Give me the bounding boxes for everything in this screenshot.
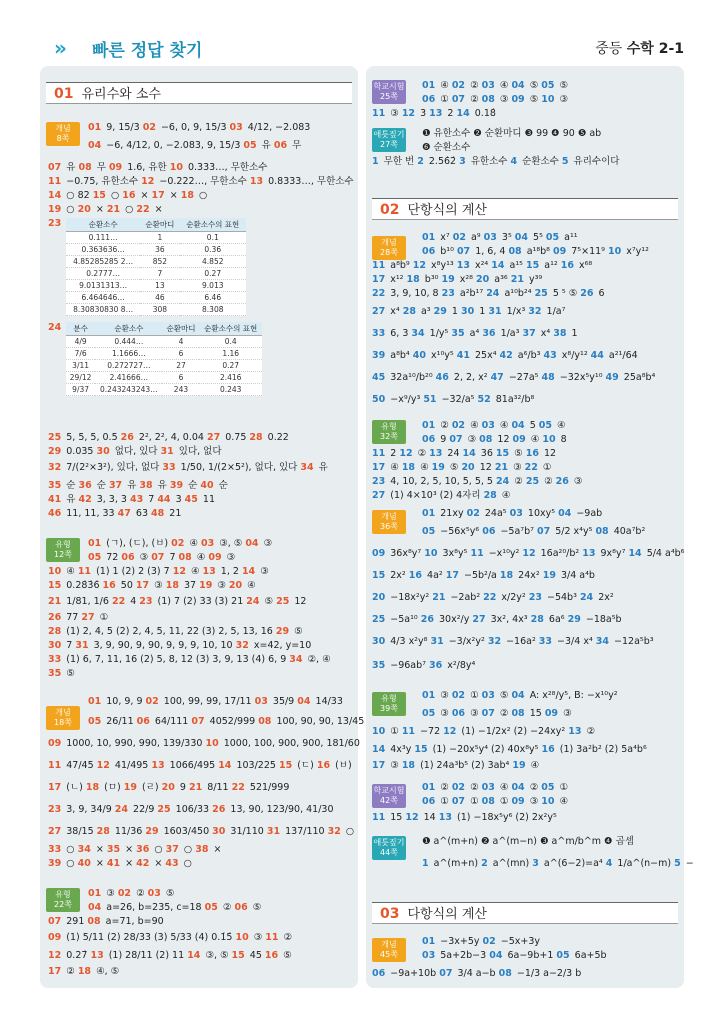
answer-line: 14 ○ 82 15 ○ 16 × 17 × 18 ○	[48, 190, 208, 201]
tag-type-39: 유형 39쪽	[372, 692, 406, 716]
answer-line: 21 1/81, 1/6 22 4 23 (1) 7 (2) 33 (3) 21 24 ⑤ 25 12	[48, 596, 307, 607]
answer-line: 17 ③ 18 (1) 24a³b⁵ (2) 3ab⁴ 19 ④	[372, 760, 540, 771]
tag-concept-36: 개념 36쪽	[372, 510, 406, 534]
answer-line: 01 (ㄱ), (ㄷ), (ㅂ) 02 ④ 03 ③, ⑤ 04 ③	[88, 538, 273, 549]
repeating-decimal-table-1: 순환소수 순환마디 순환소수의 표현 0.111… 1 0.1̇ 0.363636… 36 0.3̇6̇ 4.85285285 2… 852 4.8̇52̇ 0.2777… 7 0.27̇ 9.0131313… 13 9.01̇3̇ 6.464646… 46 6.4̇6̇ 8.30830830 8… 308 8.3̇08̇	[66, 218, 246, 316]
answer-line: 01 21xy 02 24a⁵ 03 10xy⁵ 04 −9ab	[422, 508, 603, 519]
answer-line: 27 (1) 4×10³ (2) 4자리 28 ④	[372, 490, 511, 501]
answer-line: ❶ a^(m+n) ❷ a^(m−n) ❸ a^m/b^m ❹ 곱셈	[422, 836, 634, 847]
tag-concept-28: 개념 28쪽	[372, 236, 406, 260]
answer-line: 05 26/11 06 64/111 07 4052/999 08 100, 90, 90, 13/45	[88, 716, 365, 727]
answer-line: 06 9 07 ③ 08 12 09 ④ 10 8	[422, 434, 567, 445]
answer-line: 29 0.035 30 없다, 있다 31 있다, 없다	[48, 446, 222, 457]
page-title: 빠른 정답 찾기	[92, 41, 203, 61]
answer-line: 17 ② 18 ④, ⑤	[48, 966, 120, 977]
answer-line: 25 5, 5, 5, 0.5 26 2², 2², 4, 0.04 27 0.75 28 0.22	[48, 432, 289, 443]
answer-line: 06 −9a+10b 07 3/4 a−b 08 −1/3 a−2/3 b	[372, 968, 582, 979]
answer-line: 50 −x⁹/y³ 51 −32/a⁵ 52 81a³²/b⁸	[372, 394, 535, 405]
section-title-01: 01 유리수와 소수	[46, 82, 352, 104]
answer-line: 33 6, 3 34 1/y⁵ 35 a⁴ 36 1/a³ 37 x⁴ 38 1	[372, 328, 578, 339]
answer-line: 39 ○ 40 × 41 × 42 × 43 ○	[48, 858, 192, 869]
answer-line: 35 −96ab⁷ 36 x²/8y⁴	[372, 660, 476, 671]
answer-line: ❻ 순환소수	[422, 142, 471, 153]
answer-line: 41 유 42 3, 3, 3 43 7 44 3 45 11	[48, 494, 215, 505]
answer-line: 28 (1) 2, 4, 5 (2) 2, 4, 5, 11, 22 (3) 2, 5, 13, 16 29 ⑤	[48, 626, 303, 637]
answer-line: 35 ⑤	[48, 668, 75, 679]
answer-line: 46 11, 11, 33 47 63 48 21	[48, 508, 182, 519]
answer-line: 09 1000, 10, 990, 990, 139/330 10 1000, 100, 900, 900, 181/60	[48, 738, 360, 749]
answer-line: 01 10, 9, 9 02 100, 99, 99, 17/11 03 35/9 04 14/33	[88, 696, 343, 707]
tag-concept-18: 개념 18쪽	[46, 706, 80, 730]
answer-line: 22 3, 9, 10, 8 23 a²b¹⁷ 24 a¹⁰b²⁴ 25 5 ⁵ ⑤ 26 6	[372, 288, 605, 299]
answer-line: 10 ④ 11 (1) 1 (2) 2 (3) 7 12 ④ 13 1, 2 14 ③	[48, 566, 269, 577]
answer-line: 01 ③ 02 ② 03 ⑤	[88, 888, 175, 899]
answer-line: 01 ④ 02 ② 03 ④ 04 ⑤ 05 ⑤	[422, 80, 569, 91]
answer-line: 32 7/(2²×3²), 있다, 없다 33 1/50, 1/(2×5²), 없다, 있다 34 유	[48, 462, 328, 473]
answer-line: 05 72 06 ③ 07 7 08 ④ 09 ③	[88, 552, 236, 563]
answer-line: 04 −6, 4/12, 0, −2.083, 9, 15/3 05 유 06 무	[88, 140, 302, 151]
repeating-decimal-table-2: 분수 순환소수 순환마디 순환소수의 표현 4/9 0.444… 4 0.4̇ 7/6 1.1666… 6 1.16̇ 3/11 0.272727… 27 0.2̇7̇ 29/12 2.41666… 6 2.416̇ 9/37 0.243243243… 243 0.2̇43̇	[66, 322, 262, 396]
answer-line: 06 ① 07 ① 08 ① 09 ③ 10 ④	[422, 796, 569, 807]
answer-line: 12 0.27̇ 13 (1) 28/11 (2) 11 14 ③, ⑤ 15 45 16 ⑤	[48, 950, 292, 961]
tag-type-22: 유형 22쪽	[46, 888, 80, 912]
answer-line: 1 a^(m+n) 2 a^(mn) 3 a^(6−2)=a⁴ 4 1/a^(n−m) 5 −	[422, 858, 694, 869]
answer-line: 23 4, 10, 2, 5, 10, 5, 5, 5 24 ② 25 ② 26 ③	[372, 476, 583, 487]
answer-line: 06 b¹⁰ 07 1, 6, 4 08 a¹⁸b⁸ 09 7⁵×11⁹ 10 x⁷y¹²	[422, 246, 649, 257]
answer-line: 26 77 27 ①	[48, 612, 109, 623]
answer-line: 27 38/15 28 11/36 29 1603/450 30 31/110 31 137/110 32 ○	[48, 826, 355, 837]
answer-line: 11 −0.75, 유한소수 12 −0.222…, 무한소수 13 0.8333…, 무한소수	[48, 176, 354, 187]
answer-line: 20 −18x²y² 21 −2ab² 22 x/2y² 23 −54b³ 24 2x²	[372, 592, 614, 603]
page-header	[40, 34, 684, 62]
answer-line: 06 ① 07 ② 08 ③ 09 ⑤ 10 ③	[422, 94, 569, 105]
answer-line: 10 ① 11 −72 12 (1) −1/2x² (2) −24xy² 13 ②	[372, 726, 595, 737]
answer-line: 30 7 31 3, 9, 90, 9, 90, 9, 9, 9, 10, 10 32 x=42, y=10	[48, 640, 312, 651]
answer-line: 24	[48, 322, 62, 333]
answer-line: 39 a⁸b⁴ 40 x¹⁰y⁵ 41 25x⁴ 42 a⁶/b³ 43 x⁸/y¹² 44 a²¹/64	[372, 350, 638, 361]
answer-line: 05 −56x⁵y⁶ 06 −5a⁷b⁷ 07 5/2 x⁴y⁵ 08 40a⁷b²	[422, 526, 646, 537]
section-title-03: 03 다항식의 계산	[372, 902, 678, 924]
grade-label: 중등 수학 2-1	[595, 41, 684, 57]
answer-line: 11 ③ 12 3 13 2 14 0.18̇	[372, 108, 496, 119]
answer-line: 17 (ㄴ) 18 (ㅁ) 19 (ㄹ) 20 9 21 8/11 22 521/999	[48, 782, 290, 793]
answer-line: 07 291 08 a=71, b=90	[48, 916, 164, 927]
answer-line: 07 유 08 무 09 1.6, 유한 10 0.333…, 무한소수	[48, 162, 268, 173]
answer-line: 01 ② 02 ② 03 ④ 04 ② 05 ①	[422, 782, 569, 793]
answer-line: ❶ 유한소수 ❷ 순환마디 ❸ 99 ❹ 90 ❺ ab	[422, 128, 602, 139]
answer-line: 01 x⁷ 02 a⁹ 03 3⁵ 04 5⁵ 05 a¹¹	[422, 232, 578, 243]
answer-line: 09 (1) 5/11 (2) 28/33 (3) 5/33 (4) 0.1̇5̇ 10 ③ 11 ②	[48, 932, 293, 943]
tag-concept-8: 개념 8쪽	[46, 122, 80, 146]
tag-type-12: 유형 12쪽	[46, 538, 80, 562]
answer-line: 33 ○ 34 × 35 × 36 ○ 37 ○ 38 ×	[48, 844, 222, 855]
answer-line: 01 ③ 02 ① 03 ⑤ 04 A: x²⁸/y⁵, B: −x¹⁰y²	[422, 690, 618, 701]
answer-line: 35 순 36 순 37 유 38 유 39 순 40 순	[48, 480, 228, 491]
answer-line: 17 x¹² 18 b³⁰ 19 x²⁸ 20 a³⁶ 21 y³⁹	[372, 274, 543, 285]
tag-review-27: 애틋짚기 27쪽	[372, 128, 406, 152]
answer-line: 09 36x⁸y⁷ 10 3x⁸y⁵ 11 −x¹⁰y² 12 16a²⁰/b² 13 9x⁸y⁷ 14 5/4 a⁴b⁶	[372, 548, 685, 559]
answer-line: 23	[48, 218, 62, 229]
section-title-02: 02 단항식의 계산	[372, 198, 678, 220]
answer-line: 15 2x² 16 4a² 17 −5b²/a 18 24x² 19 3/4 a⁴b	[372, 570, 595, 581]
tag-school-test-42: 학교시험 42쪽	[372, 784, 406, 808]
answer-line: 04 a=26, b=235, c=18 05 ② 06 ⑤	[88, 902, 262, 913]
answer-line: 27 x⁴ 28 a³ 29 1 30 1 31 1/x³ 32 1/a⁷	[372, 306, 566, 317]
answer-line: 03 5a+2b−3 04 6a−9b+1 05 6a+5b	[422, 950, 607, 961]
tag-school-test-25: 학교시험 25쪽	[372, 80, 406, 104]
answer-line: 17 ④ 18 ④ 19 ⑤ 20 12 21 ③ 22 ①	[372, 462, 552, 473]
tag-type-32: 유형 32쪽	[372, 420, 406, 444]
answer-line: 01 −3x+5y 02 −5x+3y	[422, 936, 541, 947]
answer-line: 19 ○ 20 × 21 ○ 22 ×	[48, 204, 163, 215]
left-answer-panel	[40, 66, 365, 988]
answer-line: 45 32a¹⁰/b²⁰ 46 2, 2, x² 47 −27a⁵ 48 −32x⁵y¹⁰ 49 25a⁸b⁴	[372, 372, 656, 383]
answer-line: 23 3, 9, 34/9 24 22/9 25 106/33 26 13, 90, 123/90, 41/30	[48, 804, 334, 815]
answer-line: 11 47/45 12 41/495 13 1066/495 14 103/225 15 (ㄷ) 16 (ㅂ)	[48, 760, 352, 771]
tag-concept-45: 개념 45쪽	[372, 938, 406, 962]
answer-line: 11 15 12 14 13 (1) −18x⁵y⁶ (2) 2x²y⁵	[372, 812, 557, 823]
answer-line: 14 4x³y 15 (1) −20x⁵y⁴ (2) 40x⁸y⁵ 16 (1) 3a²b² (2) 5a⁴b⁶	[372, 744, 647, 755]
answer-line: 01 9, 15/3 02 −6, 0, 9, 15/3 03 4/12, −2.083	[88, 122, 311, 133]
answer-line: 1 무한 번 2 2.56̇2̇ 3 유한소수 4 순환소수 5 유리수이다	[372, 156, 620, 167]
answer-line: 01 ② 02 ④ 03 ④ 04 5 05 ④	[422, 420, 566, 431]
tag-review-44: 애틋짚기 44쪽	[372, 836, 406, 860]
answer-line: 15 0.28̇3̇6̇ 16 50 17 ③ 18 37 19 ③ 20 ④	[48, 580, 256, 591]
answer-line: 05 ③ 06 ③ 07 ② 08 15 09 ③	[422, 708, 572, 719]
right-answer-panel	[366, 66, 694, 988]
double-chevron-icon: »	[54, 36, 61, 60]
answer-line: 25 −5a¹⁰ 26 30x²/y 27 3x², 4x³ 28 6a⁶ 29 −18a⁵b	[372, 614, 622, 625]
answer-line: 33 (1) 6, 7, 11, 16 (2) 5, 8, 12 (3) 3, 9, 13 (4) 6, 9 34 ②, ④	[48, 654, 331, 665]
answer-line: 30 4/3 x²y⁸ 31 −3/x²y² 32 −16a² 33 −3/4 x⁴ 34 −12a⁵b³	[372, 636, 654, 647]
answer-line: 11 a⁸b⁹ 12 x⁸y¹³ 13 x²⁴ 14 a¹⁵ 15 a¹² 16 x⁶⁸	[372, 260, 593, 271]
answer-line: 11 2 12 ② 13 24 14 36 15 ⑤ 16 12	[372, 448, 557, 459]
